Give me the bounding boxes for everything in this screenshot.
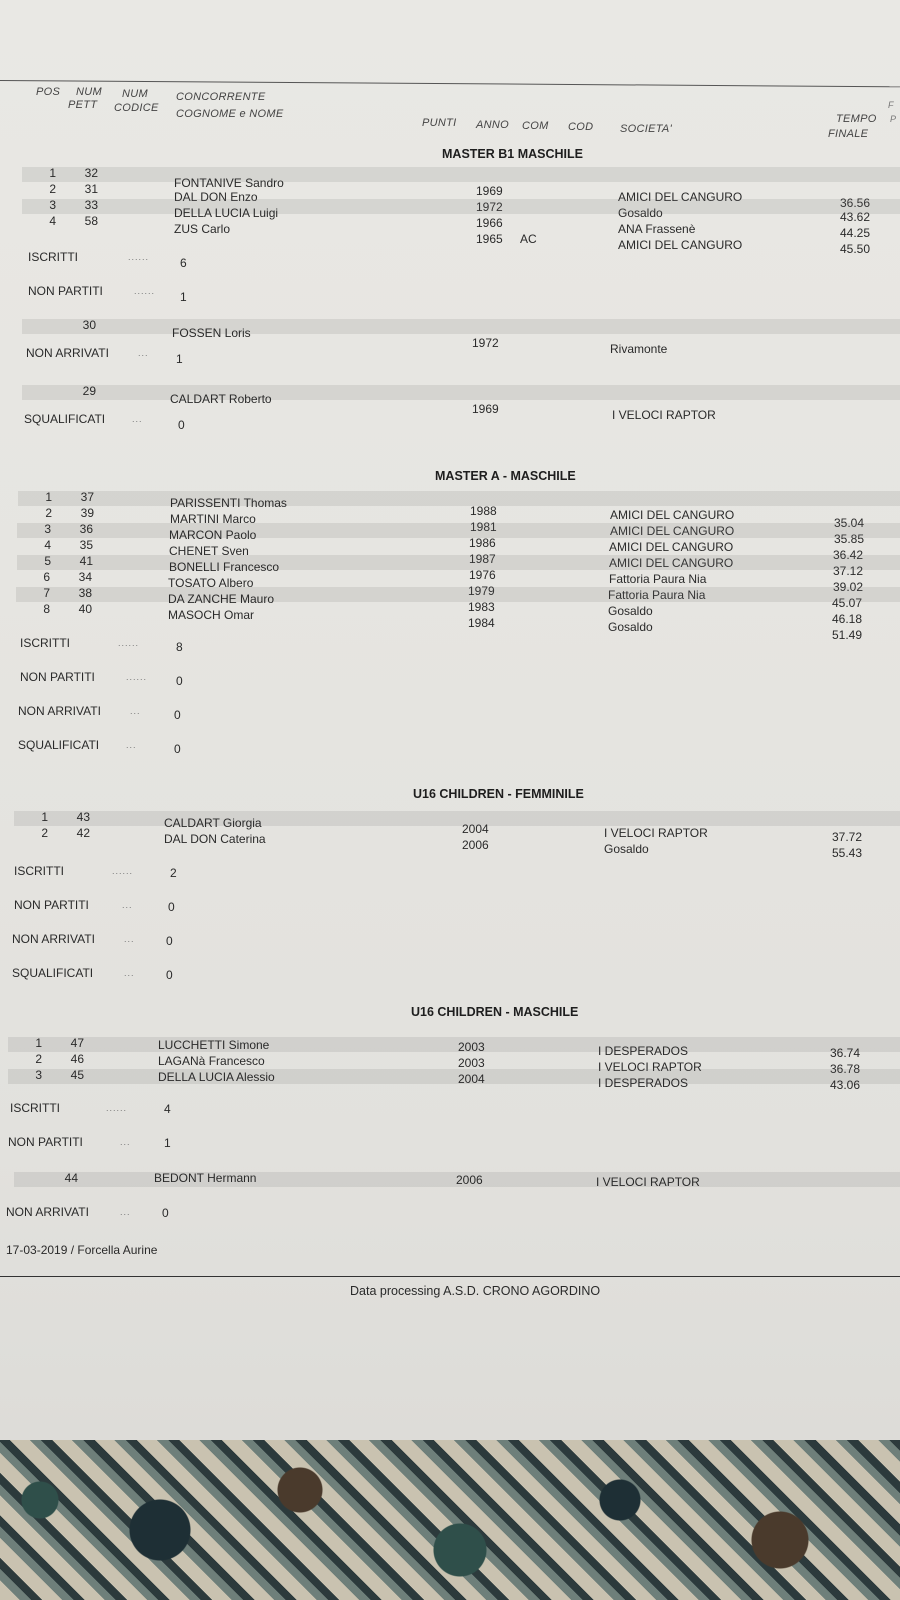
pos-cell: 1	[41, 810, 48, 824]
name-cell: CALDART Giorgia	[164, 816, 262, 830]
anno-cell: 1981	[470, 520, 497, 534]
name-cell: LAGANà Francesco	[158, 1054, 265, 1068]
non-partiti-line	[28, 284, 328, 304]
stat-value: 0	[162, 1206, 169, 1220]
header-finale: FINALE	[828, 128, 869, 140]
header-tempo: TEMPO	[836, 113, 877, 125]
anno-cell: 1969	[472, 402, 499, 416]
section-title: U16 CHILDREN - FEMMINILE	[413, 787, 584, 801]
societa-cell: AMICI DEL CANGURO	[610, 508, 735, 522]
pos-cell: 1	[49, 166, 56, 180]
name-cell: DAL DON Enzo	[174, 190, 258, 204]
stat-value: 0	[174, 742, 181, 756]
societa-cell: Gosaldo	[608, 604, 653, 618]
pos-cell: 3	[49, 198, 56, 212]
stat-value: 1	[176, 352, 183, 366]
stat-label: ISCRITTI	[20, 636, 70, 650]
num-cell: 30	[82, 318, 96, 332]
squalificati-line	[18, 738, 318, 754]
top-rule	[0, 80, 900, 87]
squalificati-line	[24, 412, 324, 432]
non-arrivati-line	[18, 704, 318, 720]
stat-label: ISCRITTI	[14, 864, 64, 878]
num-cell: 29	[82, 384, 96, 398]
stat-label: NON PARTITI	[28, 284, 103, 298]
name-cell: DELLA LUCIA Luigi	[174, 206, 279, 220]
societa-cell: I VELOCI RAPTOR	[596, 1175, 700, 1189]
stat-value: 0	[176, 674, 183, 688]
footer-date-place: 17-03-2019 / Forcella Aurine	[6, 1243, 158, 1257]
stat-value: 2	[170, 866, 177, 880]
header-num-codice-2: CODICE	[114, 102, 159, 114]
societa-cell: AMICI DEL CANGURO	[610, 524, 735, 538]
header-cognome-nome: COGNOME e NOME	[176, 108, 284, 120]
header-edge-1: F	[888, 100, 894, 110]
non-arrivati-line	[6, 1205, 306, 1221]
name-cell: MASOCH Omar	[168, 608, 255, 622]
time-cell: 36.42	[832, 548, 863, 562]
anno-cell: 1988	[470, 504, 497, 518]
societa-cell: Gosaldo	[604, 842, 649, 856]
stat-label: ISCRITTI	[28, 250, 78, 264]
num-cell: 44	[64, 1171, 78, 1185]
anno-cell: 1969	[476, 184, 503, 198]
iscritti-line	[28, 250, 328, 270]
non-partiti-line	[8, 1135, 308, 1151]
stat-label: NON ARRIVATI	[18, 704, 101, 718]
time-cell: 36.74	[829, 1046, 860, 1060]
name-cell: MARTINI Marco	[170, 512, 256, 526]
pos-cell: 3	[44, 522, 51, 536]
stat-value: 0	[166, 934, 173, 948]
pos-cell: 8	[43, 602, 50, 616]
name-cell: DELLA LUCIA Alessio	[158, 1070, 275, 1084]
name-cell: TOSATO Albero	[168, 576, 254, 590]
stat-value: 0	[166, 968, 173, 982]
societa-cell: Rivamonte	[610, 342, 668, 356]
header-num-pett-2: PETT	[68, 99, 98, 111]
tablecloth-background	[0, 1440, 900, 1600]
num-cell: 38	[78, 586, 92, 600]
anno-cell: 2003	[458, 1056, 485, 1070]
stat-label: SQUALIFICATI	[24, 412, 106, 426]
time-cell: 35.04	[833, 516, 864, 530]
stat-value: 0	[178, 418, 185, 432]
stat-dots: ......	[112, 866, 134, 876]
name-cell: ZUS Carlo	[174, 222, 231, 236]
header-pos: POS	[36, 86, 61, 98]
time-cell: 43.62	[839, 210, 870, 224]
header-num-pett: NUM	[76, 86, 102, 98]
pos-cell: 2	[35, 1052, 42, 1066]
name-cell: FONTANIVE Sandro	[174, 176, 284, 190]
time-cell: 44.25	[839, 226, 870, 240]
stat-label: SQUALIFICATI	[12, 966, 94, 980]
societa-cell: AMICI DEL CANGURO	[609, 540, 734, 554]
stat-dots: ...	[120, 1137, 131, 1147]
num-cell: 46	[70, 1052, 84, 1066]
stat-dots: ......	[128, 252, 150, 262]
societa-cell: AMICI DEL CANGURO	[618, 190, 743, 204]
societa-cell: I VELOCI RAPTOR	[598, 1060, 702, 1074]
num-cell: 33	[84, 198, 98, 212]
anno-cell: 2006	[456, 1173, 483, 1187]
num-cell: 31	[84, 182, 98, 196]
time-cell: 37.72	[831, 830, 862, 844]
num-cell: 45	[70, 1068, 84, 1082]
header-cod: COD	[568, 121, 594, 133]
pos-cell: 1	[35, 1036, 42, 1050]
name-cell: LUCCHETTI Simone	[158, 1038, 270, 1052]
anno-cell: 1972	[472, 336, 499, 350]
anno-cell: 1976	[469, 568, 496, 582]
header-societa: SOCIETA'	[620, 123, 672, 135]
societa-cell: AMICI DEL CANGURO	[618, 238, 743, 252]
header-num-codice: NUM	[122, 88, 148, 100]
num-cell: 37	[80, 490, 94, 504]
section-title: U16 CHILDREN - MASCHILE	[411, 1005, 579, 1019]
stat-value: 0	[174, 708, 181, 722]
pos-cell: 6	[43, 570, 50, 584]
stat-label: SQUALIFICATI	[18, 738, 100, 752]
time-cell: 39.02	[832, 580, 863, 594]
stat-dots: ...	[132, 414, 143, 424]
anno-cell: 1979	[468, 584, 495, 598]
name-cell: MARCON Paolo	[169, 528, 257, 542]
stat-dots: ...	[138, 348, 149, 358]
footer-processing: Data processing A.S.D. CRONO AGORDINO	[350, 1284, 601, 1298]
anno-cell: 1966	[476, 216, 503, 230]
header-concorrente: CONCORRENTE	[176, 91, 266, 103]
stat-dots: ...	[130, 706, 141, 716]
time-cell: 35.85	[833, 532, 864, 546]
societa-cell: ANA Frassenè	[618, 222, 696, 236]
anno-cell: 2004	[462, 822, 489, 836]
section-title: MASTER B1 MASCHILE	[442, 147, 583, 161]
anno-cell: 1986	[469, 536, 496, 550]
non-arrivati-line	[26, 346, 326, 366]
iscritti-line	[10, 1101, 310, 1117]
header-edge-2: P	[890, 114, 897, 124]
stat-value: 1	[164, 1136, 171, 1150]
num-cell: 42	[76, 826, 90, 840]
time-cell: 36.78	[829, 1062, 860, 1076]
num-cell: 35	[79, 538, 93, 552]
time-cell: 43.06	[829, 1078, 860, 1092]
stat-label: NON PARTITI	[14, 898, 89, 912]
name-cell: FOSSEN Loris	[172, 326, 251, 340]
pos-cell: 2	[45, 506, 52, 520]
time-cell: 37.12	[832, 564, 863, 578]
section-title: MASTER A - MASCHILE	[435, 469, 576, 483]
name-cell: PARISSENTI Thomas	[170, 496, 287, 510]
pos-cell: 2	[41, 826, 48, 840]
num-cell: 43	[76, 810, 90, 824]
name-cell: CALDART Roberto	[170, 392, 272, 406]
num-cell: 40	[78, 602, 92, 616]
anno-cell: 1965	[476, 232, 503, 246]
time-cell: 45.50	[839, 242, 870, 256]
non-partiti-line	[14, 898, 314, 914]
stat-dots: ......	[106, 1103, 128, 1113]
stat-dots: ......	[126, 672, 148, 682]
num-cell: 34	[78, 570, 92, 584]
name-cell: DAL DON Caterina	[164, 832, 266, 846]
name-cell: BONELLI Francesco	[169, 560, 280, 574]
societa-cell: I DESPERADOS	[598, 1076, 689, 1090]
num-cell: 58	[84, 214, 98, 228]
stat-label: ISCRITTI	[10, 1101, 60, 1115]
time-cell: 55.43	[831, 846, 862, 860]
societa-cell: I VELOCI RAPTOR	[612, 408, 716, 422]
time-cell: 45.07	[831, 596, 862, 610]
name-cell: DA ZANCHE Mauro	[168, 592, 275, 606]
anno-cell: 1972	[476, 200, 503, 214]
stat-value: 6	[180, 256, 187, 270]
num-cell: 39	[80, 506, 94, 520]
stat-dots: ...	[122, 900, 133, 910]
num-cell: 47	[70, 1036, 84, 1050]
pos-cell: 2	[49, 182, 56, 196]
anno-cell: 1987	[469, 552, 496, 566]
stat-value: 4	[164, 1102, 171, 1116]
anno-cell: 1984	[468, 616, 495, 630]
header-com: COM	[522, 120, 549, 132]
stat-value: 8	[176, 640, 183, 654]
header-anno: ANNO	[476, 119, 509, 131]
pos-cell: 7	[43, 586, 50, 600]
cod-cell: AC	[520, 232, 537, 246]
time-cell: 46.18	[831, 612, 862, 626]
non-arrivati-line	[12, 932, 312, 948]
stat-label: NON ARRIVATI	[6, 1205, 89, 1219]
pos-cell: 3	[35, 1068, 42, 1082]
stat-value: 0	[168, 900, 175, 914]
squalificati-line	[12, 966, 312, 982]
time-cell: 51.49	[831, 628, 862, 642]
societa-cell: Fattoria Paura Nia	[608, 588, 706, 602]
societa-cell: Gosaldo	[618, 206, 663, 220]
stat-dots: ...	[126, 740, 137, 750]
pos-cell: 1	[45, 490, 52, 504]
stat-label: NON PARTITI	[20, 670, 95, 684]
num-cell: 36	[79, 522, 93, 536]
societa-cell: Fattoria Paura Nia	[609, 572, 707, 586]
header-punti: PUNTI	[422, 117, 457, 129]
pos-cell: 4	[44, 538, 51, 552]
anno-cell: 2006	[462, 838, 489, 852]
societa-cell: AMICI DEL CANGURO	[609, 556, 734, 570]
stat-label: NON ARRIVATI	[26, 346, 109, 360]
anno-cell: 2003	[458, 1040, 485, 1054]
name-cell: CHENET Sven	[169, 544, 249, 558]
stat-dots: ...	[124, 968, 135, 978]
stat-value: 1	[180, 290, 187, 304]
stat-label: NON PARTITI	[8, 1135, 83, 1149]
societa-cell: I VELOCI RAPTOR	[604, 826, 708, 840]
num-cell: 41	[79, 554, 93, 568]
name-cell: BEDONT Hermann	[154, 1171, 257, 1185]
societa-cell: I DESPERADOS	[598, 1044, 689, 1058]
iscritti-line	[14, 864, 314, 880]
iscritti-line	[20, 636, 320, 652]
stat-dots: ...	[120, 1207, 131, 1217]
pos-cell: 5	[44, 554, 51, 568]
stat-dots: ...	[124, 934, 135, 944]
num-cell: 32	[84, 166, 98, 180]
bottom-rule	[0, 1276, 900, 1277]
time-cell: 36.56	[839, 196, 870, 210]
non-partiti-line	[20, 670, 320, 686]
anno-cell: 2004	[458, 1072, 485, 1086]
stat-label: NON ARRIVATI	[12, 932, 95, 946]
pos-cell: 4	[49, 214, 56, 228]
anno-cell: 1983	[468, 600, 495, 614]
societa-cell: Gosaldo	[608, 620, 653, 634]
stat-dots: ......	[134, 286, 156, 296]
stat-dots: ......	[118, 638, 140, 648]
